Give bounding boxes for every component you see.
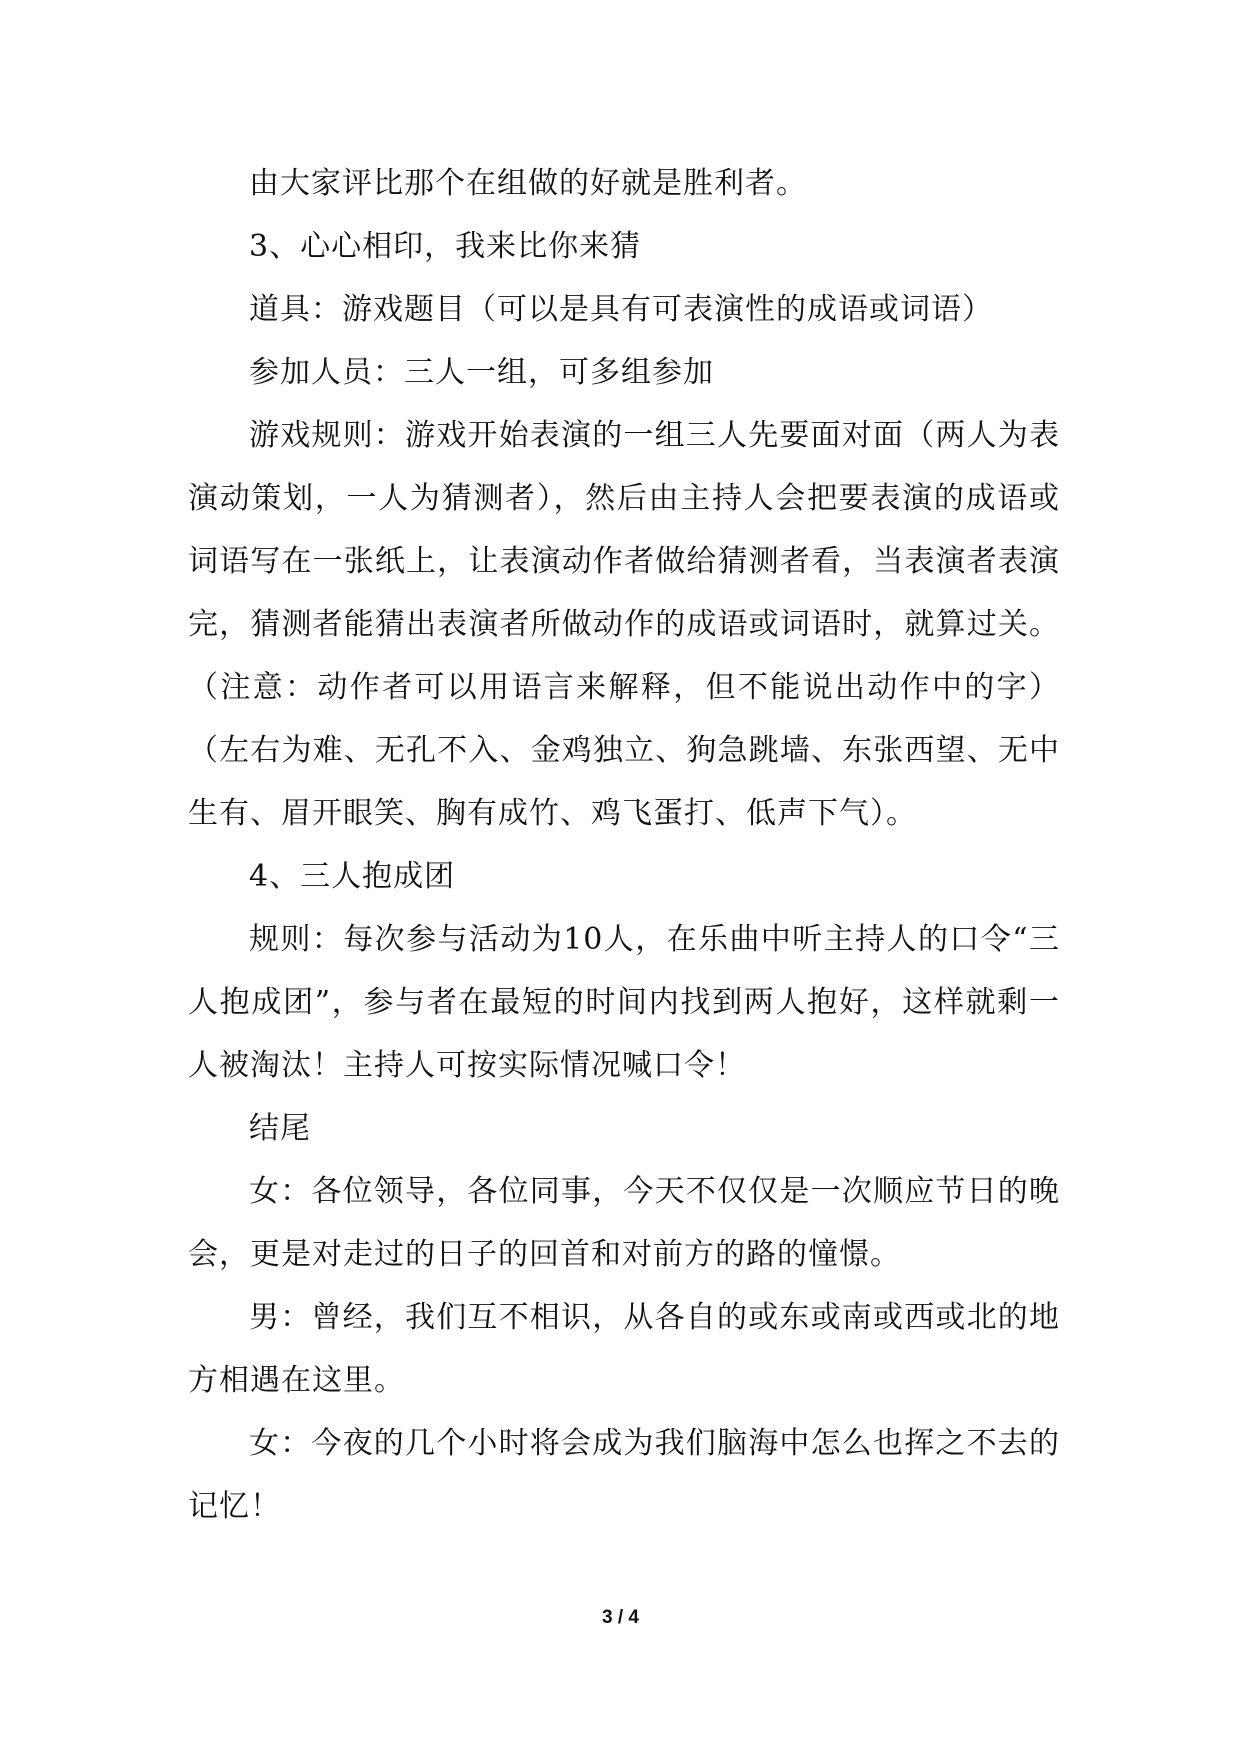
page-number: 3 / 4 xyxy=(602,1607,639,1628)
document-body xyxy=(188,152,1060,1538)
paragraph: 男：曾经，我们互不相识，从各自的或东或南或西或北的地方相遇在这里。 xyxy=(188,1300,1060,1398)
section-heading-ending: 结尾 xyxy=(249,1111,311,1146)
paragraph: 道具：游戏题目（可以是具有可表演性的成语或词语） xyxy=(249,292,993,327)
paragraph: 由大家评比那个在组做的好就是胜利者。 xyxy=(249,166,807,201)
paragraph: 规则：每次参与活动为10人，在乐曲中听主持人的口令“三人抱成团”，参与者在最短的时间内找到两人抱好，这样就剩一人被淘汰！主持人可按实际情况喊口令！ xyxy=(188,922,1060,1083)
section-heading-game-4: 4、三人抱成团 xyxy=(249,859,456,894)
paragraph: 游戏规则：游戏开始表演的一组三人先要面对面（两人为表演动策划，一人为猜测者），然后由主持人会把要表演的成语或词语写在一张纸上，让表演动作者做给猜测者看，当表演者表演完，猜测者能猜出表演者所做动作的成语或词语时，就算过关。（注意：动作者可以用语言来解释，但不能说出动作中的字）（左右为难、无孔不入、金鸡独立、狗急跳墙、东张西望、无中生有、眉开眼笑、胸有成竹、鸡飞蛋打、低声下气）。 xyxy=(188,418,1060,831)
section-heading-game-3: 3、心心相印，我来比你来猜 xyxy=(249,229,642,264)
paragraph: 女：各位领导，各位同事，今天不仅仅是一次顺应节日的晚会，更是对走过的日子的回首和对前方的路的憧憬。 xyxy=(188,1174,1060,1272)
paragraph: 女：今夜的几个小时将会成为我们脑海中怎么也挥之不去的记忆！ xyxy=(188,1426,1060,1524)
paragraph: 参加人员：三人一组，可多组参加 xyxy=(249,355,714,390)
